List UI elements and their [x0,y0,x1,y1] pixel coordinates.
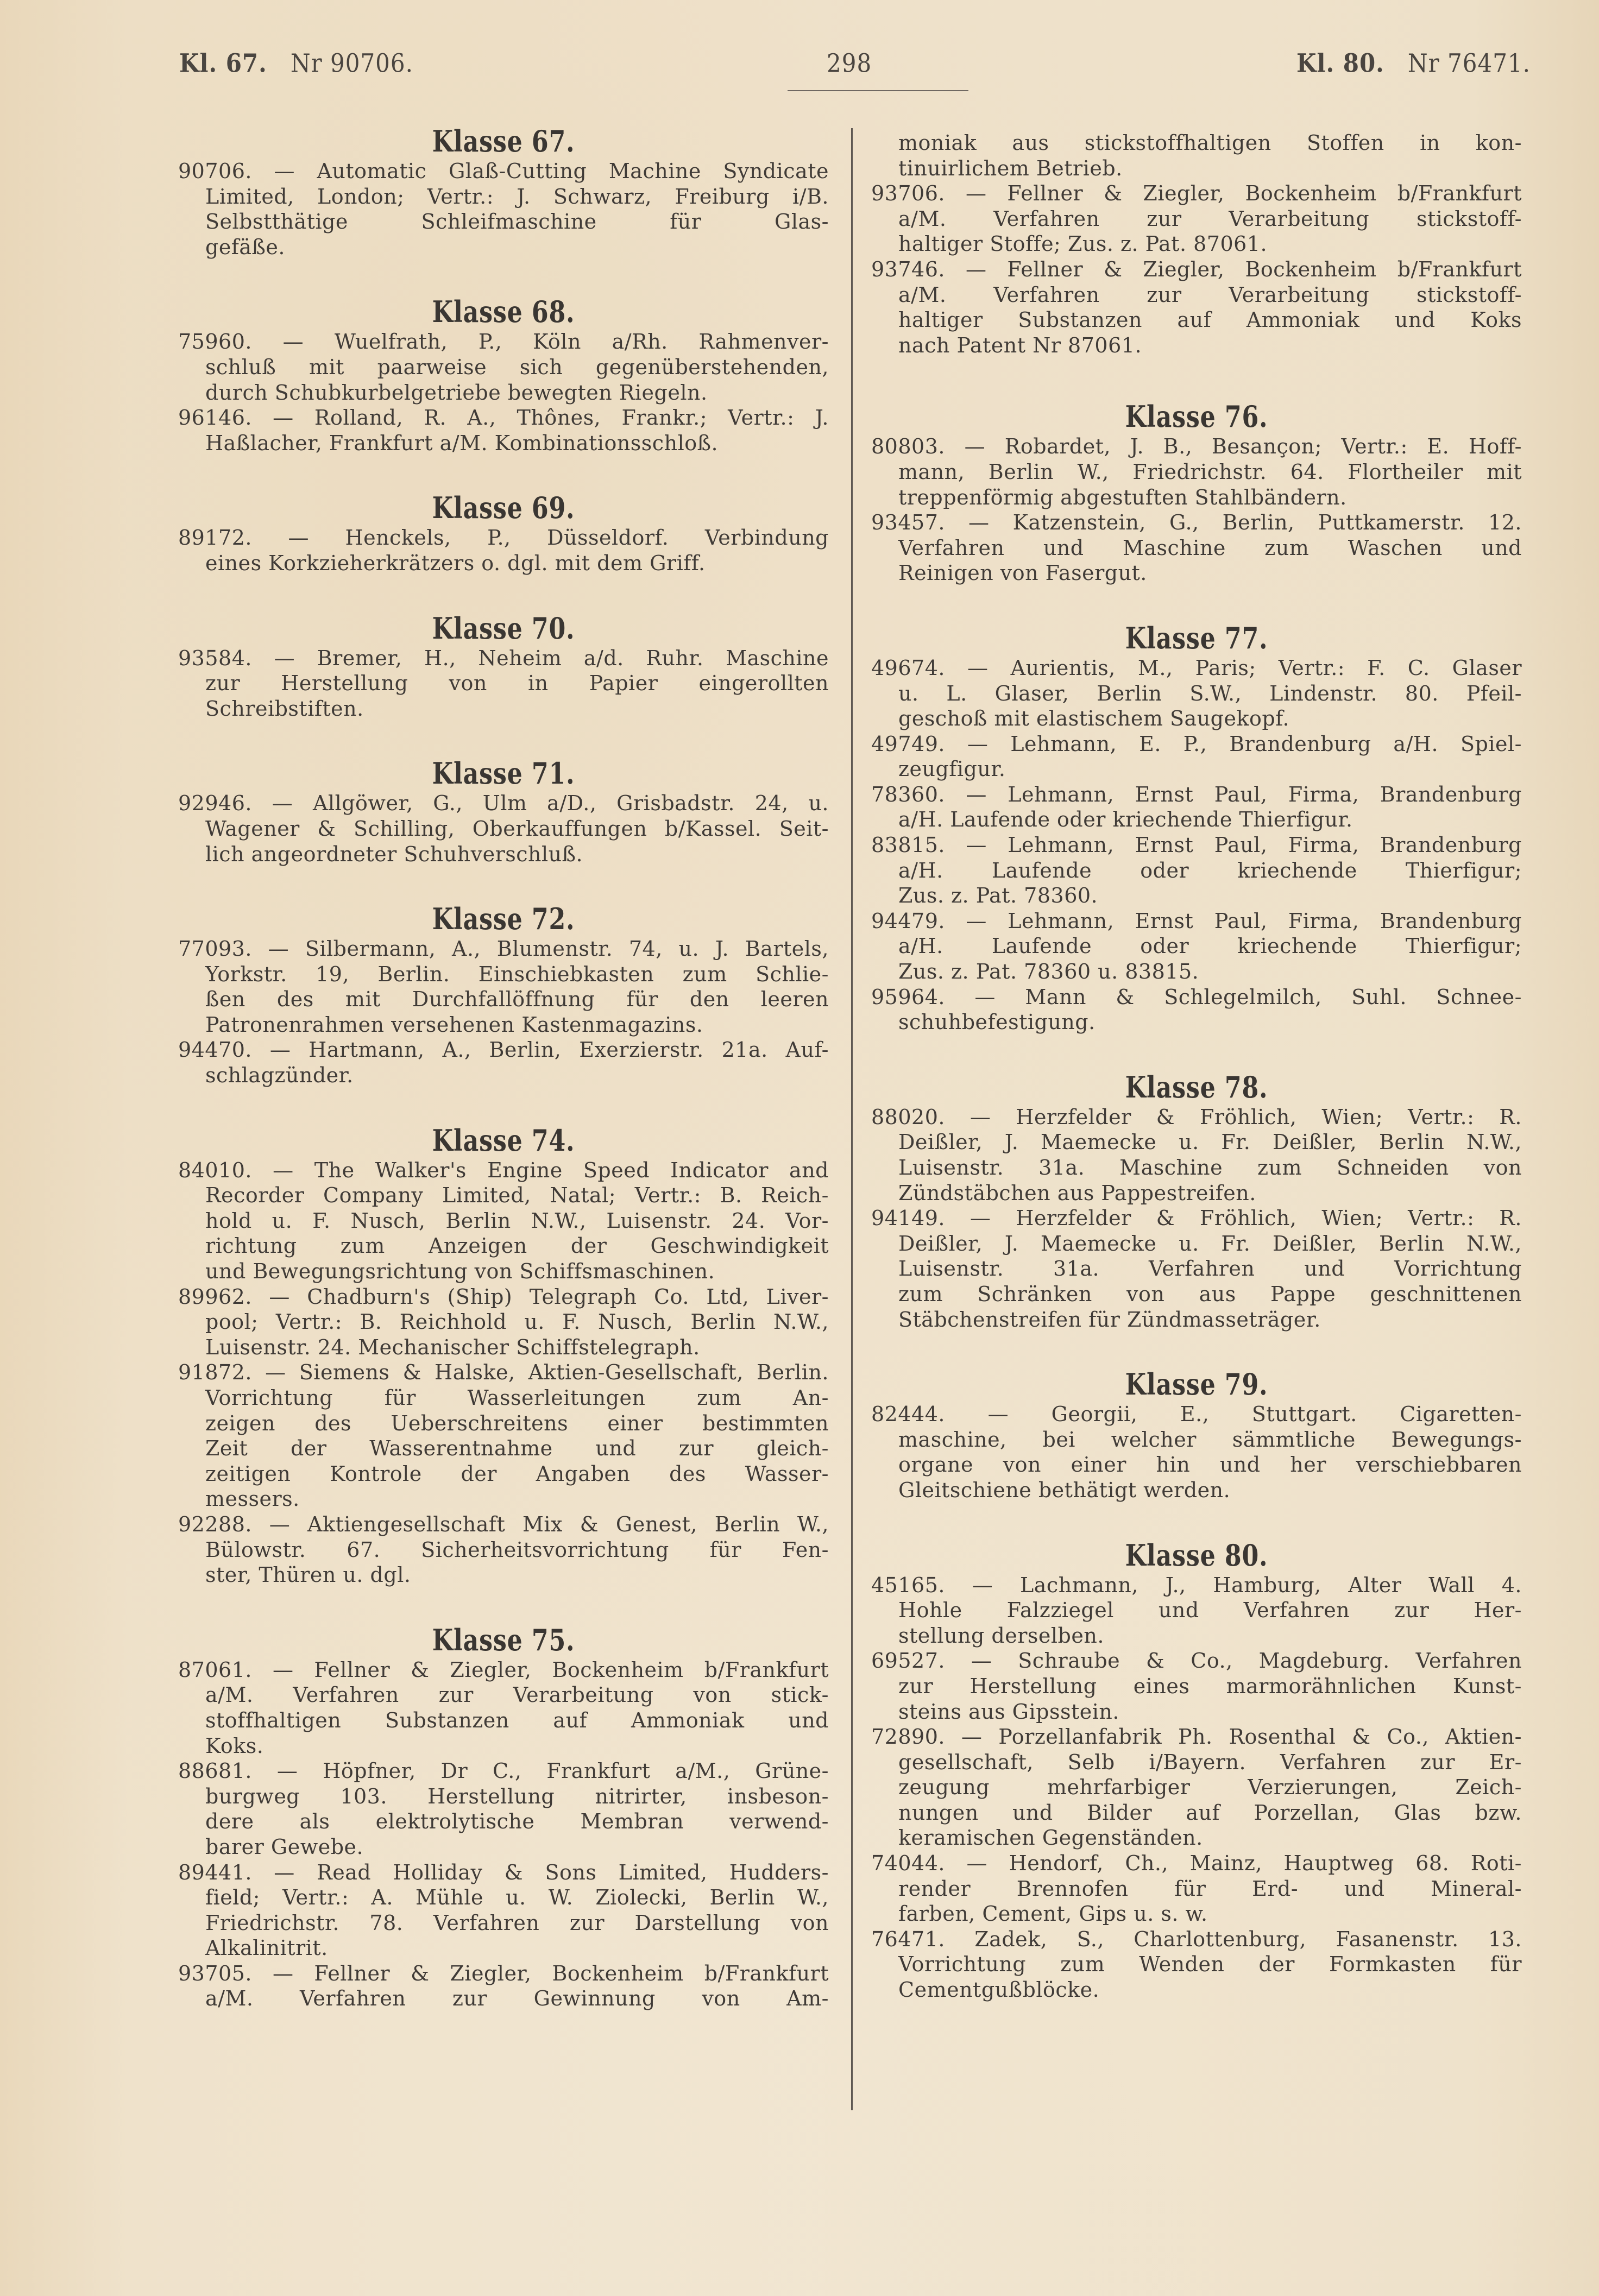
patent-entry [178,1037,829,1088]
patent-entry [871,731,1522,782]
klasse-section [178,611,829,722]
entry-line: Gleitschiene bethätigt werden. [898,1478,1231,1502]
patent-entry [871,257,1522,358]
entry-first-line: 92288. — Aktiengesellschaft Mix & Genest, Berlin W., [178,1512,829,1536]
running-head-right-klasse: Kl. 80. [1296,48,1384,78]
patent-entry [871,1402,1522,1503]
entry-line: haltiger Substanzen auf Ammoniak und Koks [898,308,1522,332]
entry-line: moniak aus stickstoffhaltigen Stoffen in kon- [898,131,1522,155]
entry-line: Wagener & Schilling, Oberkauffungen b/Kassel. Seit- [205,816,829,841]
klasse-section [871,1538,1522,2003]
entry-line: Bülowstr. 67. Sicherheitsvorrichtung für Fen- [205,1537,829,1562]
patent-entry [871,832,1522,909]
entry-first-line: 76471. Zadek, S., Charlottenburg, Fasanenstr. 13. [871,1927,1522,1951]
klasse-heading: Klasse 74. [432,1122,575,1158]
entry-first-line: 94479. — Lehmann, Ernst Paul, Firma, Brandenburg [871,909,1522,933]
entry-line: Zus. z. Pat. 78360. [898,884,1098,908]
entry-first-line: 89172. — Henckels, P., Düsseldorf. Verbindung [178,526,829,550]
entry-line: Verfahren und Maschine zum Waschen und [898,535,1522,560]
klasse-section [871,1070,1522,1332]
klasse-section [871,1367,1522,1503]
entry-line: steins aus Gipsstein. [898,1699,1119,1724]
entry-first-line: 91872. — Siemens & Halske, Aktien-Gesellschaft, Berlin. [178,1360,829,1385]
entry-line: gefäße. [205,235,285,259]
entry-first-line: 78360. — Lehmann, Ernst Paul, Firma, Brandenburg [871,782,1522,806]
page-number: 298 [827,48,872,78]
patent-entry [871,1206,1522,1332]
right-column [871,124,1522,2038]
klasse-section [178,1123,829,1588]
klasse-heading: Klasse 71. [432,756,575,791]
klasse-section [178,490,829,576]
entry-first-line: 75960. — Wuelfrath, P., Köln a/Rh. Rahmenver- [178,330,829,354]
entry-line: zur Herstellung eines marmorähnlichen Kunst- [898,1674,1522,1698]
entry-first-line: 49674. — Aurientis, M., Paris; Vertr.: F. C. Glaser [871,655,1522,680]
entry-line: keramischen Gegenständen. [898,1826,1203,1850]
patent-entry [178,159,829,260]
patent-entry [871,655,1522,731]
entry-line: Patronenrahmen versehenen Kastenmagazins. [205,1012,703,1037]
entry-line: schuhbefestigung. [898,1010,1096,1035]
entry-line: burgweg 103. Herstellung nitrirter, insbeson- [205,1784,829,1808]
entry-line: ßen des mit Durchfallöffnung für den leeren [205,987,829,1012]
entry-line: zeugung mehrfarbiger Verzierungen, Zeich- [898,1775,1522,1800]
entry-first-line: 72890. — Porzellanfabrik Ph. Rosenthal & Co., Aktien- [871,1725,1522,1749]
entry-line: hold u. F. Nusch, Berlin N.W., Luisenstr. 24. Vor- [205,1208,829,1233]
klasse-section [178,756,829,867]
klasse-section [871,399,1522,586]
klasse-section [871,621,1522,1035]
entry-first-line: 88020. — Herzfelder & Fröhlich, Wien; Vertr.: R. [871,1105,1522,1129]
entry-line: eines Korkzieherkrätzers o. dgl. mit dem Griff. [205,551,706,575]
entry-first-line: 89962. — Chadburn's (Ship) Telegraph Co. Ltd, Liver- [178,1284,829,1309]
entry-line: mann, Berlin W., Friedrichstr. 64. Flortheiler mit [898,459,1522,484]
entry-line: a/H. Laufende oder kriechende Thierfigur; [898,934,1522,958]
entry-line: richtung zum Anzeigen der Geschwindigkeit [205,1234,829,1258]
entry-line: zeigen des Ueberschreitens einer bestimmten [205,1411,829,1435]
klasse-heading: Klasse 70. [432,610,575,646]
entry-line: Hohle Falzziegel und Verfahren zur Her- [898,1598,1522,1623]
entry-line: Zeit der Wasserentnahme und zur gleich- [205,1436,829,1461]
patent-entry [178,646,829,722]
klasse-heading: Klasse 77. [1125,620,1268,655]
entry-line: farben, Cement, Gips u. s. w. [898,1902,1208,1926]
entry-first-line: 93746. — Fellner & Ziegler, Bockenheim b/Frankfurt [871,257,1522,281]
entry-first-line: 93706. — Fellner & Ziegler, Bockenheim b/Frankfurt [871,181,1522,206]
entry-line: Recorder Company Limited, Natal; Vertr.: B. Reich- [205,1183,829,1208]
entry-line: zeitigen Kontrole der Angaben des Wasser- [205,1461,829,1486]
entry-line: stoffhaltigen Substanzen auf Ammoniak und [205,1708,829,1732]
entry-first-line: 96146. — Rolland, R. A., Thônes, Frankr.; Vertr.: J. [178,406,829,430]
entry-first-line: 45165. — Lachmann, J., Hamburg, Alter Wall 4. [871,1573,1522,1597]
patent-entry [178,1657,829,1758]
entry-first-line: 89441. — Read Holliday & Sons Limited, Hudders- [178,1860,829,1884]
entry-line: a/H. Laufende oder kriechende Thierfigur; [898,858,1522,882]
entry-first-line: 77093. — Silbermann, A., Blumenstr. 74, u. J. Bartels, [178,937,829,961]
entry-line: Koks. [205,1733,264,1758]
entry-first-line: 93705. — Fellner & Ziegler, Bockenheim b/Frankfurt [178,1961,829,1985]
patent-entry [178,936,829,1037]
entry-line: treppenförmig abgestuften Stahlbändern. [898,485,1347,509]
entry-line: Selbstthätige Schleifmaschine für Glas- [205,210,829,234]
entry-first-line: 74044. — Hendorf, Ch., Mainz, Hauptweg 68. Roti- [871,1851,1522,1876]
patent-entry [871,181,1522,257]
entry-line: messers. [205,1487,300,1511]
entry-line: pool; Vertr.: B. Reichhold u. F. Nusch, Berlin N.W., [205,1310,829,1334]
entry-line: stellung derselben. [898,1623,1104,1648]
klasse-section [178,294,829,456]
entry-first-line: 90706. — Automatic Glaß-Cutting Machine Syndicate [178,159,829,183]
patent-entry [178,405,829,456]
entry-line: Haßlacher, Frankfurt a/M. Kombinationsschloß. [205,431,719,455]
entry-line: organe von einer hin und her verschiebbaren [898,1453,1522,1477]
entry-line: Vorrichtung für Wasserleitungen zum An- [205,1386,829,1410]
running-head-right-nr: Nr 76471. [1407,48,1531,78]
entry-line: durch Schubkurbelgetriebe bewegten Riegeln. [205,380,708,405]
entry-line: nungen und Bilder auf Porzellan, Glas bzw. [898,1800,1522,1825]
entry-first-line: 84010. — The Walker's Engine Speed Indicator and [178,1158,829,1182]
entry-line: Reinigen von Fasergut. [898,561,1147,585]
entry-first-line: 88681. — Höpfner, Dr C., Frankfurt a/M., Grüne- [178,1759,829,1783]
entry-line: geschoß mit elastischem Saugekopf. [898,707,1290,731]
patent-entry [871,434,1522,510]
entry-line: zur Herstellung von in Papier eingerollten [205,671,829,696]
patent-entry [871,909,1522,985]
patent-entry [178,791,829,867]
entry-line: a/M. Verfahren zur Verarbeitung von stick- [205,1683,829,1707]
patent-entry [178,1360,829,1512]
entry-line: Limited, London; Vertr.: J. Schwarz, Freiburg i/B. [205,184,829,209]
entry-line: und Bewegungsrichtung von Schiffsmaschinen. [205,1259,715,1284]
entry-line: tinuirlichem Betrieb. [898,156,1123,180]
patent-entry [178,1860,829,1961]
klasse-heading: Klasse 69. [432,490,575,526]
entry-line: u. L. Glaser, Berlin S.W., Lindenstr. 80. Pfeil- [898,681,1522,705]
entry-line: schlagzünder. [205,1063,354,1088]
klasse-heading: Klasse 67. [432,124,575,159]
entry-first-line: 95964. — Mann & Schlegelmilch, Suhl. Schnee- [871,985,1522,1009]
klasse-heading: Klasse 79. [1125,1367,1268,1402]
entry-line: maschine, bei welcher sämmtliche Bewegungs- [898,1427,1522,1452]
entry-line: zum Schränken von aus Pappe geschnittenen [898,1282,1522,1306]
entry-line: a/H. Laufende oder kriechende Thierfigur. [898,808,1353,832]
patent-entry [871,1105,1522,1206]
klasse-heading: Klasse 78. [1125,1069,1268,1105]
entry-line: haltiger Stoffe; Zus. z. Pat. 87061. [898,232,1268,256]
patent-entry [871,985,1522,1035]
patent-entry [178,329,829,405]
entry-first-line: 83815. — Lehmann, Ernst Paul, Firma, Brandenburg [871,833,1522,857]
entry-line: a/M. Verfahren zur Verarbeitung stickstoff- [898,206,1522,231]
running-head-left-nr: Nr 90706. [290,48,413,78]
entry-first-line: 94470. — Hartmann, A., Berlin, Exerzierstr. 21a. Auf- [178,1038,829,1062]
header-rule [788,90,968,91]
klasse-section [871,130,1522,358]
entry-line: zeugfigur. [898,757,1006,781]
entry-line: render Brennofen für Erd- und Mineral- [898,1876,1522,1901]
patent-entry [871,782,1522,832]
klasse-section [178,1623,829,2011]
patent-entry [178,525,829,576]
entry-line: lich angeordneter Schuhverschluß. [205,842,583,866]
entry-first-line: 49749. — Lehmann, E. P., Brandenburg a/H. Spiel- [871,731,1522,756]
klasse-heading: Klasse 72. [432,901,575,937]
klasse-heading: Klasse 68. [432,294,575,330]
entry-line: barer Gewebe. [205,1834,364,1859]
entry-line: Zus. z. Pat. 78360 u. 83815. [898,960,1199,984]
patent-entry [178,1961,829,2011]
patent-entry [178,1512,829,1588]
patent-entry [178,1158,829,1284]
entry-first-line: 82444. — Georgii, E., Stuttgart. Cigaretten- [871,1402,1522,1427]
entry-line: a/M. Verfahren zur Verarbeitung stickstoff- [898,282,1522,307]
klasse-heading: Klasse 75. [432,1622,575,1657]
entry-line: Friedrichstr. 78. Verfahren zur Darstellung von [205,1910,829,1935]
klasse-section [178,124,829,260]
entry-line: Zündstäbchen aus Pappestreifen. [898,1181,1256,1205]
entry-first-line: 87061. — Fellner & Ziegler, Bockenheim b/Frankfurt [178,1657,829,1682]
patent-entry [871,510,1522,586]
patent-entry [178,1284,829,1360]
entry-line: gesellschaft, Selb i/Bayern. Verfahren zur Er- [898,1750,1522,1774]
patent-entry [871,1648,1522,1724]
entry-line: Schreibstiften. [205,696,364,721]
entry-line: Alkalinitrit. [205,1936,328,1960]
running-head-right [1296,48,1531,78]
patent-entry [871,1724,1522,1851]
entry-line: schluß mit paarweise sich gegenüberstehenden, [205,355,829,379]
entry-line: ster, Thüren u. dgl. [205,1563,411,1587]
entry-line: Luisenstr. 31a. Maschine zum Schneiden von [898,1156,1522,1179]
patent-entry [871,1851,1522,1927]
entry-line: Luisenstr. 24. Mechanischer Schiffstelegraph. [205,1335,700,1359]
entry-first-line: 94149. — Herzfelder & Fröhlich, Wien; Vertr.: R. [871,1206,1522,1231]
running-head-left-klasse: Kl. 67. [179,48,267,78]
patent-entry [871,1927,1522,2003]
entry-line: nach Patent Nr 87061. [898,333,1142,357]
entry-line: a/M. Verfahren zur Gewinnung von Am- [205,1986,829,2011]
patent-entry [871,1573,1522,1649]
entry-line: Yorkstr. 19, Berlin. Einschiebkasten zum Schlie- [205,962,829,986]
klasse-section [178,901,829,1088]
entry-line: Luisenstr. 31a. Verfahren und Vorrichtung [898,1257,1522,1281]
left-column [178,124,829,2046]
entry-line: Cementgußblöcke. [898,1978,1100,2002]
klasse-heading: Klasse 80. [1125,1537,1268,1573]
entry-first-line: 69527. — Schraube & Co., Magdeburg. Verfahren [871,1649,1522,1673]
entry-first-line: 93584. — Bremer, H., Neheim a/d. Ruhr. Maschine [178,646,829,670]
entry-line: field; Vertr.: A. Mühle u. W. Ziolecki, Berlin W., [205,1885,829,1910]
running-head-left [179,48,413,78]
entry-line: Stäbchenstreifen für Zündmasseträger. [898,1307,1321,1332]
entry-line: Vorrichtung zum Wenden der Formkasten für [898,1952,1522,1977]
klasse-heading: Klasse 76. [1125,399,1268,434]
column-divider [851,128,853,2110]
entry-line: Deißler, J. Maemecke u. Fr. Deißler, Berlin N.W., [898,1231,1522,1256]
entry-line: Deißler, J. Maemecke u. Fr. Deißler, Berlin N.W., [898,1130,1522,1155]
entry-first-line: 93457. — Katzenstein, G., Berlin, Puttkamerstr. 12. [871,510,1522,535]
entry-first-line: 92946. — Allgöwer, G., Ulm a/D., Grisbadstr. 24, u. [178,791,829,816]
patent-entry [178,1758,829,1859]
entry-first-line: 80803. — Robardet, J. B., Besançon; Vertr.: E. Hoff- [871,434,1522,459]
entry-line: dere als elektrolytische Membran verwend- [205,1809,829,1834]
patent-entry [871,130,1522,181]
